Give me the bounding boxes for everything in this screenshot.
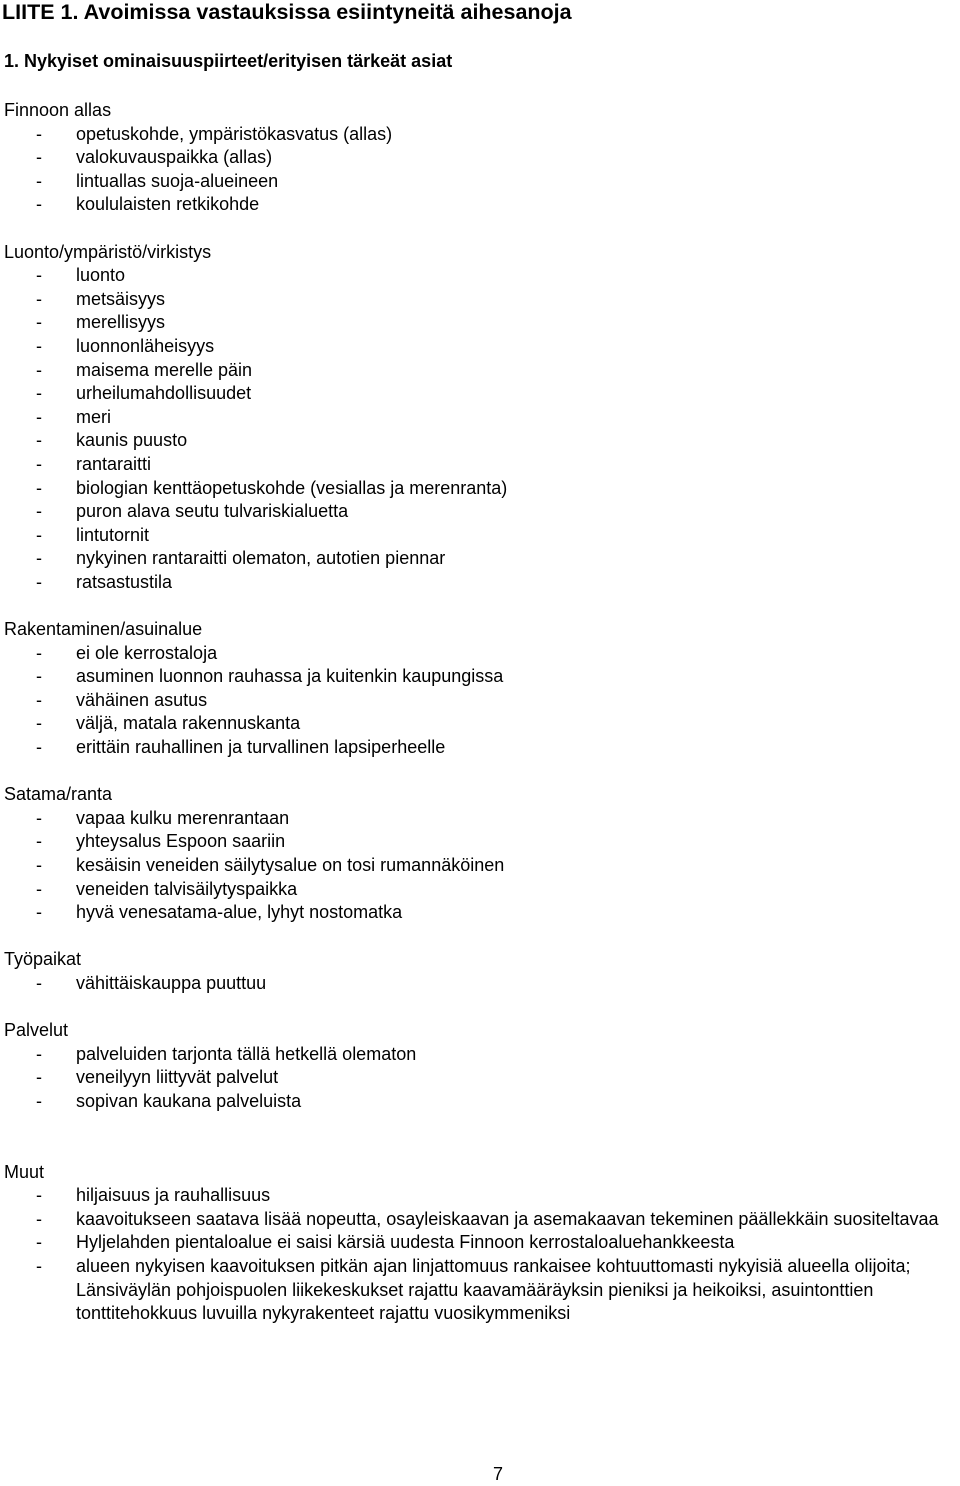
list-item-text: luonto — [76, 265, 126, 286]
list-item — [4, 288, 960, 312]
list-item — [4, 1066, 960, 1090]
list-item — [4, 146, 960, 170]
list-item — [4, 123, 960, 147]
list-item — [4, 311, 960, 335]
group-title: Työpaikat — [4, 949, 82, 970]
bullet-dash: - — [36, 194, 42, 215]
list-item-text: veneilyyn liittyvät palvelut — [76, 1067, 279, 1088]
list-item — [4, 335, 960, 359]
bullet-dash: - — [36, 831, 42, 852]
topic-list — [4, 972, 960, 996]
list-item — [4, 665, 960, 689]
list-item-text: vähäinen asutus — [76, 689, 208, 710]
list-item — [4, 736, 960, 760]
list-item-text: erittäin rauhallinen ja turvallinen lapsiperheelle — [76, 737, 446, 758]
list-item-text: kaavoitukseen saatava lisää nopeutta, osayleiskaavan ja asemakaavan tekeminen päällekkäin suositeltavaa — [76, 1208, 939, 1229]
bullet-dash: - — [36, 1208, 42, 1229]
list-item — [4, 406, 960, 430]
group-title: Rakentaminen/asuinalue — [4, 619, 203, 640]
bullet-dash: - — [36, 524, 42, 545]
bullet-dash: - — [36, 123, 42, 144]
list-item — [4, 1043, 960, 1067]
list-item — [4, 193, 960, 217]
list-item-text: biologian kenttäopetuskohde (vesiallas ja merenranta) — [76, 477, 508, 498]
group-title: Satama/ranta — [4, 784, 113, 805]
group-title: Luonto/ympäristö/virkistys — [4, 241, 212, 262]
list-item-text: veneiden talvisäilytyspaikka — [76, 878, 298, 899]
list-item — [4, 264, 960, 288]
list-item-text: vähittäiskauppa puuttuu — [76, 972, 267, 993]
bullet-dash: - — [36, 453, 42, 474]
group-spacer — [4, 217, 960, 241]
topic-group-rakentaminen — [4, 618, 960, 760]
list-item-text: asuminen luonnon rauhassa ja kuitenkin kaupungissa — [76, 666, 504, 687]
bullet-dash: - — [36, 1255, 42, 1276]
bullet-dash: - — [36, 359, 42, 380]
bullet-dash: - — [36, 1185, 42, 1206]
list-item-text: kesäisin veneiden säilytysalue on tosi rumannäköinen — [76, 855, 505, 875]
group-spacer — [4, 925, 960, 949]
list-item-text: valokuvauspaikka (allas) — [76, 147, 273, 168]
bullet-dash: - — [36, 878, 42, 899]
bullet-dash: - — [36, 383, 42, 404]
bullet-dash: - — [36, 737, 42, 758]
list-item-text: sopivan kaukana palveluista — [76, 1090, 302, 1111]
list-item-text: alueen nykyisen kaavoituksen pitkän ajan linjattomuus rankaisee kohtuuttomasti nykyisiä alueella olijoita; Länsiväylän pohjoispuolen liikekeskukset rajattu kaavamääräyksin pieniksi ja heikoiksi, asuintonttien tonttitehokkuus luvuilla nykyrakenteet rajattu vuosikymmeniksi — [76, 1255, 911, 1324]
bullet-dash: - — [36, 170, 42, 191]
list-item-text: ratsastustila — [76, 571, 173, 592]
bullet-dash: - — [36, 642, 42, 663]
bullet-dash: - — [36, 147, 42, 168]
list-item — [4, 500, 960, 524]
bullet-dash: - — [36, 335, 42, 356]
list-item — [4, 807, 960, 831]
topic-group-satama — [4, 783, 960, 925]
list-item-text: koululaisten retkikohde — [76, 194, 260, 215]
list-item-text: hyvä venesatama-alue, lyhyt nostomatka — [76, 902, 403, 923]
topic-list — [4, 123, 960, 217]
list-item-text: lintuallas suoja-alueineen — [76, 170, 279, 191]
list-item — [4, 382, 960, 406]
topic-list — [4, 807, 960, 925]
bullet-dash: - — [36, 713, 42, 734]
list-item — [4, 547, 960, 571]
list-item — [4, 1231, 960, 1255]
page-number: 7 — [492, 1464, 503, 1484]
list-item — [4, 689, 960, 713]
section-heading: 1. Nykyiset ominaisuuspiirteet/erityisen tärkeät asiat — [4, 51, 453, 71]
topic-groups — [4, 99, 960, 1326]
bullet-dash: - — [36, 571, 42, 592]
bullet-dash: - — [36, 689, 42, 710]
list-item — [4, 429, 960, 453]
list-item — [4, 1255, 960, 1326]
list-item-text: vapaa kulku merenrantaan — [76, 807, 290, 828]
list-item-text: rantaraitti — [76, 453, 152, 474]
topic-list — [4, 1043, 960, 1114]
bullet-dash: - — [36, 477, 42, 498]
list-item — [4, 1184, 960, 1208]
list-item — [4, 453, 960, 477]
group-spacer — [4, 760, 960, 784]
bullet-dash: - — [36, 312, 42, 333]
list-item — [4, 359, 960, 383]
list-item-text: palveluiden tarjonta tällä hetkellä olematon — [76, 1043, 417, 1064]
bullet-dash: - — [36, 855, 42, 875]
list-item — [4, 830, 960, 854]
bullet-dash: - — [36, 1090, 42, 1111]
group-title: Palvelut — [4, 1020, 69, 1041]
list-item-text: yhteysalus Espoon saariin — [76, 831, 286, 852]
group-title: Muut — [4, 1161, 45, 1182]
bullet-dash: - — [36, 288, 42, 309]
topic-group-muut — [4, 1161, 960, 1326]
bullet-dash: - — [36, 501, 42, 522]
bullet-dash: - — [36, 666, 42, 687]
list-item — [4, 972, 960, 996]
group-spacer — [4, 594, 960, 618]
list-item — [4, 571, 960, 595]
list-item — [4, 170, 960, 194]
topic-group-luonto — [4, 241, 960, 595]
topic-list — [4, 1184, 960, 1326]
bullet-dash: - — [36, 265, 42, 286]
bullet-dash: - — [36, 1067, 42, 1088]
topic-group-tyopaikat — [4, 948, 960, 995]
list-item — [4, 901, 960, 925]
bullet-dash: - — [36, 1232, 42, 1253]
list-item-text: luonnonläheisyys — [76, 335, 215, 356]
list-item — [4, 477, 960, 501]
bullet-dash: - — [36, 902, 42, 923]
list-item-text: meri — [76, 406, 111, 427]
list-item-text: maisema merelle päin — [76, 359, 253, 380]
bullet-dash: - — [36, 548, 42, 569]
list-item — [4, 524, 960, 548]
list-item — [4, 1090, 960, 1114]
topic-list — [4, 264, 960, 594]
bullet-dash: - — [36, 1043, 42, 1064]
list-item-text: urheilumahdollisuudet — [76, 383, 252, 404]
list-item-text: merellisyys — [76, 312, 166, 333]
list-item — [4, 878, 960, 902]
list-item-text: ei ole kerrostaloja — [76, 642, 218, 663]
list-item — [4, 642, 960, 666]
bullet-dash: - — [36, 807, 42, 828]
group-spacer — [4, 1114, 960, 1161]
list-item-text: väljä, matala rakennuskanta — [76, 713, 301, 734]
bullet-dash: - — [36, 430, 42, 451]
group-spacer — [4, 996, 960, 1020]
list-item-text: Hyljelahden pientaloalue ei saisi kärsiä uudesta Finnoon kerrostaloaluehankkeesta — [76, 1232, 735, 1253]
list-item-text: puron alava seutu tulvariskialuetta — [76, 501, 349, 522]
bullet-dash: - — [36, 972, 42, 993]
group-title: Finnoon allas — [4, 100, 112, 120]
list-item-text: opetuskohde, ympäristökasvatus (allas) — [76, 123, 393, 144]
list-item-text: metsäisyys — [76, 288, 166, 309]
page-title: LIITE 1. Avoimissa vastauksissa esiintyneitä aihesanoja — [2, 0, 572, 24]
topic-list — [4, 642, 960, 760]
list-item-text: lintutornit — [76, 524, 150, 545]
topic-group-palvelut — [4, 1019, 960, 1113]
list-item — [4, 854, 960, 878]
topic-group-finnoon-allas — [4, 99, 960, 217]
list-item-text: kaunis puusto — [76, 430, 188, 451]
list-item-text: nykyinen rantaraitti olematon, autotien piennar — [76, 548, 446, 569]
list-item-text: hiljaisuus ja rauhallisuus — [76, 1185, 271, 1206]
bullet-dash: - — [36, 406, 42, 427]
list-item — [4, 712, 960, 736]
list-item — [4, 1208, 960, 1232]
